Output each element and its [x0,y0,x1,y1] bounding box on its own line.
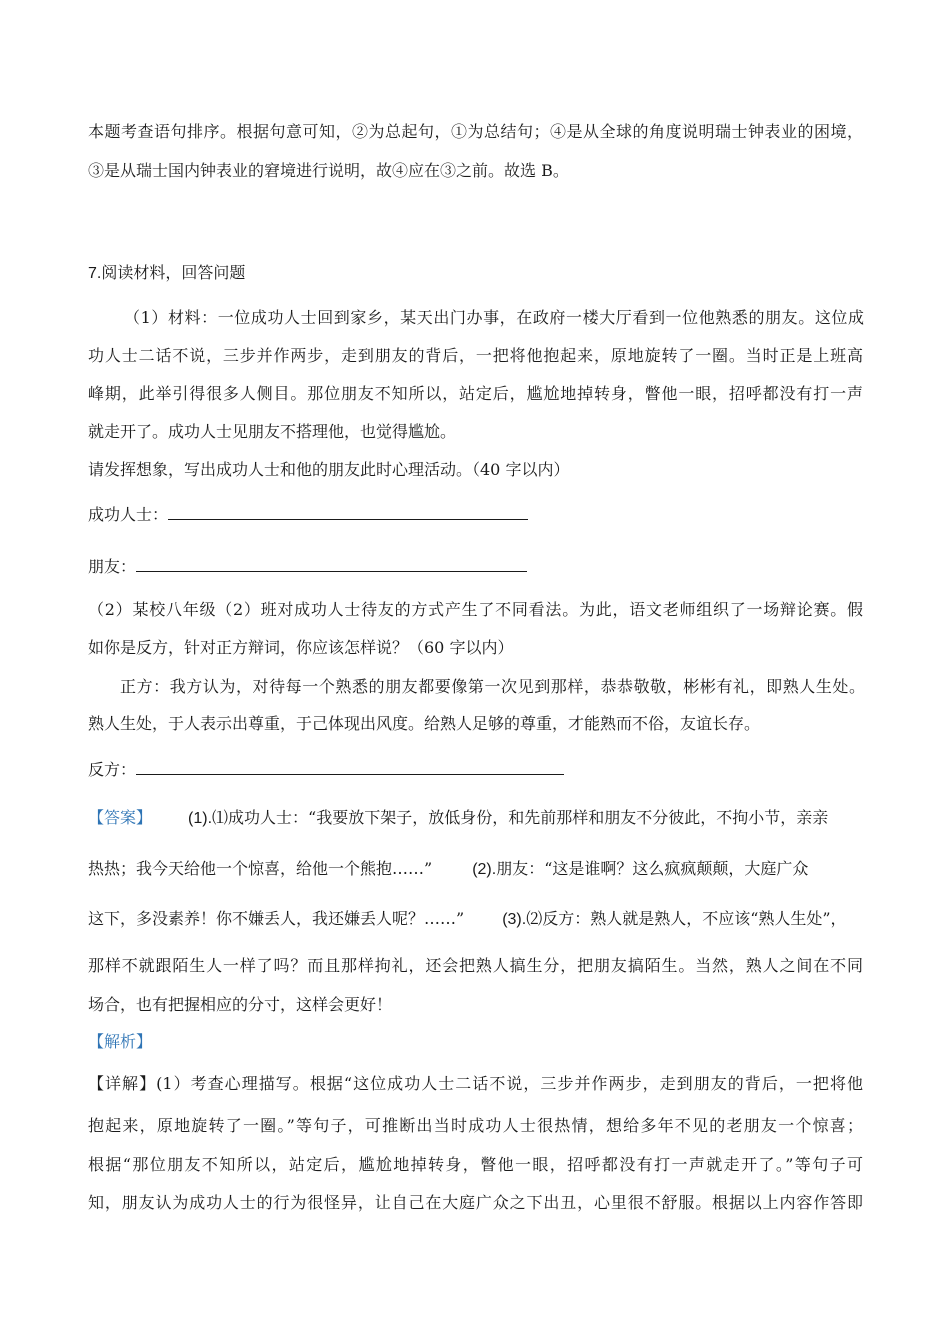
label-con: 反方： [88,760,137,779]
analysis-tag: 【解析】 [88,1032,153,1051]
question-header [88,263,245,284]
part1-prompt: 请发挥想象，写出成功人士和他的朋友此时心理活动。（40 字以内） [88,460,570,479]
answer-1-part-1: ⑴成功人士：“我要放下架子，放低身份，和先前那样和朋友不分彼此，不拘小节，亲亲 [212,808,829,827]
part2-prompt-line-1: （2）某校八年级（2）班对成功人士待友的方式产生了不同看法。为此，语文老师组织了一场辩论赛。假 [88,600,863,619]
answer-1-part-2: 热热；我今天给他一个惊喜，给他一个熊抱……” [88,859,433,878]
analysis-line-2: 抱起来，原地旋转了一圈。”等句子，可推断出当时成功人士很热情，想给多年不见的老朋友一个惊喜； [88,1116,863,1135]
material-line-4: 就走开了。成功人士见朋友不搭理他，也觉得尴尬。 [88,422,457,441]
analysis-line-1: 【详解】(1）考查心理描写。根据“这位成功人士二话不说，三步并作两步，走到朋友的背后，一把将他 [88,1074,863,1093]
part2-prompt-line-2: 如你是反方，针对正方辩词，你应该怎样说？（60 字以内） [88,638,514,657]
prev-explanation-line-2: ③是从瑞士国内钟表业的窘境进行说明，故④应在③之前。故选 B。 [88,161,569,180]
prev-explanation-line-1: 本题考查语句排序。根据句意可知，②为总起句，①为总结句；④是从全球的角度说明瑞士钟表业的困境， [88,122,863,141]
material-line-1: （1）材料：一位成功人士回到家乡，某天出门办事，在政府一楼大厅看到一位他熟悉的朋友。这位成 [124,308,864,327]
blank-success-person[interactable] [168,505,528,520]
analysis-line-4: 知，朋友认为成功人士的行为很怪异，让自己在大庭广众之下出丑，心里很不舒服。根据以上内容作答即 [88,1193,863,1212]
answer-line-3 [88,909,863,930]
answer-number-2: (2). [472,861,497,878]
pro-statement-line-1: 正方：我方认为，对待每一个熟悉的朋友都要像第一次见到那样，恭恭敬敬，彬彬有礼，即熟人生处。 [120,677,865,696]
answer-line-con [88,760,564,780]
answer-line-2 [88,859,863,880]
blank-con[interactable] [136,760,564,775]
question-number: 7. [88,265,102,282]
pro-statement-line-2: 熟人生处，于人表示出尊重，于己体现出风度。给熟人足够的尊重，才能熟而不俗，友谊长存。 [88,714,761,733]
analysis-line-3: 根据“那位朋友不知所以，站定后，尴尬地掉转身，瞥他一眼，招呼都没有打一声就走开了。”等句子可 [88,1155,863,1174]
label-success-person: 成功人士： [88,505,169,524]
material-line-3: 峰期，此举引得很多人侧目。那位朋友不知所以，站定后，尴尬地掉转身，瞥他一眼，招呼都没有打一声 [88,384,863,403]
answer-line-friend [88,557,527,577]
blank-friend[interactable] [136,557,527,572]
answer-line-1 [88,808,863,829]
question-title: 阅读材料，回答问题 [101,263,246,282]
answer-2-part-2: 这下，多没素养！你不嫌丢人，我还嫌丢人呢？……” [88,909,465,928]
answer-number-1: (1). [188,810,213,827]
answer-number-3: (3). [502,911,527,928]
label-friend: 朋友： [88,557,137,576]
answer-line-success [88,505,528,525]
answer-line-5: 场合，也有把握相应的分寸，这样会更好！ [88,995,393,1014]
answer-line-4: 那样不就跟陌生人一样了吗？而且那样拘礼，还会把熟人搞生分，把朋友搞陌生。当然，熟人之间在不同 [88,956,863,975]
answer-3-part-1: ⑵反方：熟人就是熟人，不应该“熟人生处”， [526,909,847,928]
answer-tag: 【答案】 [88,808,153,827]
answer-2-part-1: 朋友：“这是谁啊？这么疯疯颠颠，大庭广众 [496,859,809,878]
material-line-2: 功人士二话不说，三步并作两步，走到朋友的背后，一把将他抱起来，原地旋转了一圈。当时正是上班高 [88,346,863,365]
